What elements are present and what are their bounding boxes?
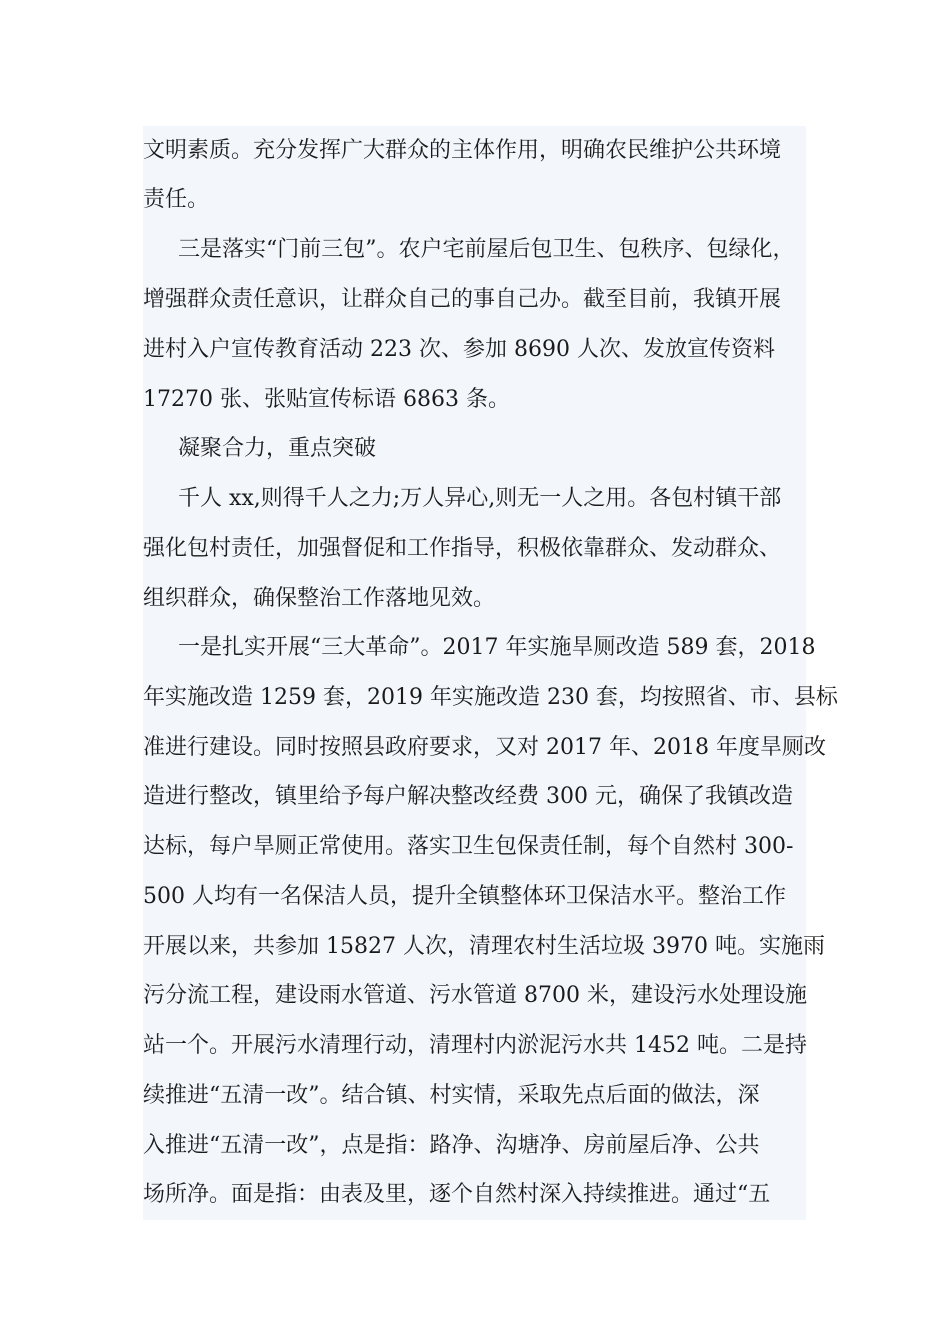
text-line: 17270 张、张贴宣传标语 6863 条。 <box>143 387 510 412</box>
text-line: 增强群众责任意识，让群众自己的事自己办。截至目前，我镇开展 <box>143 287 782 312</box>
text-line: 进村入户宣传教育活动 223 次、参加 8690 人次、发放宣传资料 <box>143 337 775 362</box>
text-line: 三是落实“门前三包”。农户宅前屋后包卫生、包秩序、包绿化， <box>178 237 795 262</box>
text-line: 千人 xx,则得千人之力;万人异心,则无一人之用。各包村镇干部 <box>178 486 782 511</box>
text-line: 场所净。面是指：由表及里，逐个自然村深入持续推进。通过“五 <box>143 1182 771 1207</box>
text-line: 续推进“五清一改”。结合镇、村实情，采取先点后面的做法，深 <box>143 1083 760 1108</box>
text-line: 责任。 <box>143 187 210 212</box>
section-heading: 凝聚合力，重点突破 <box>178 436 377 461</box>
text-line: 开展以来，共参加 15827 人次，清理农村生活垃圾 3970 吨。实施雨 <box>143 934 825 959</box>
text-line: 入推进“五清一改”，点是指：路净、沟塘净、房前屋后净、公共 <box>143 1133 760 1158</box>
text-line: 文明素质。充分发挥广大群众的主体作用，明确农民维护公共环境 <box>143 138 782 163</box>
text-line: 准进行建设。同时按照县政府要求，又对 2017 年、2018 年度旱厕改 <box>143 735 826 760</box>
text-line: 500 人均有一名保洁人员，提升全镇整体环卫保洁水平。整治工作 <box>143 884 786 909</box>
text-line: 污分流工程，建设雨水管道、污水管道 8700 米，建设污水处理设施 <box>143 983 807 1008</box>
text-line: 造进行整改，镇里给予每户解决整改经费 300 元，确保了我镇改造 <box>143 784 793 809</box>
text-line: 强化包村责任，加强督促和工作指导，积极依靠群众、发动群众、 <box>143 536 782 561</box>
text-line: 组织群众，确保整治工作落地见效。 <box>143 586 496 611</box>
text-line: 一是扎实开展“三大革命”。2017 年实施旱厕改造 589 套，2018 <box>178 635 816 660</box>
text-line: 站一个。开展污水清理行动，清理村内淤泥污水共 1452 吨。二是持 <box>143 1033 807 1058</box>
text-line: 达标，每户旱厕正常使用。落实卫生包保责任制，每个自然村 300- <box>143 834 794 859</box>
text-line: 年实施改造 1259 套，2019 年实施改造 230 套，均按照省、市、县标 <box>143 685 838 710</box>
